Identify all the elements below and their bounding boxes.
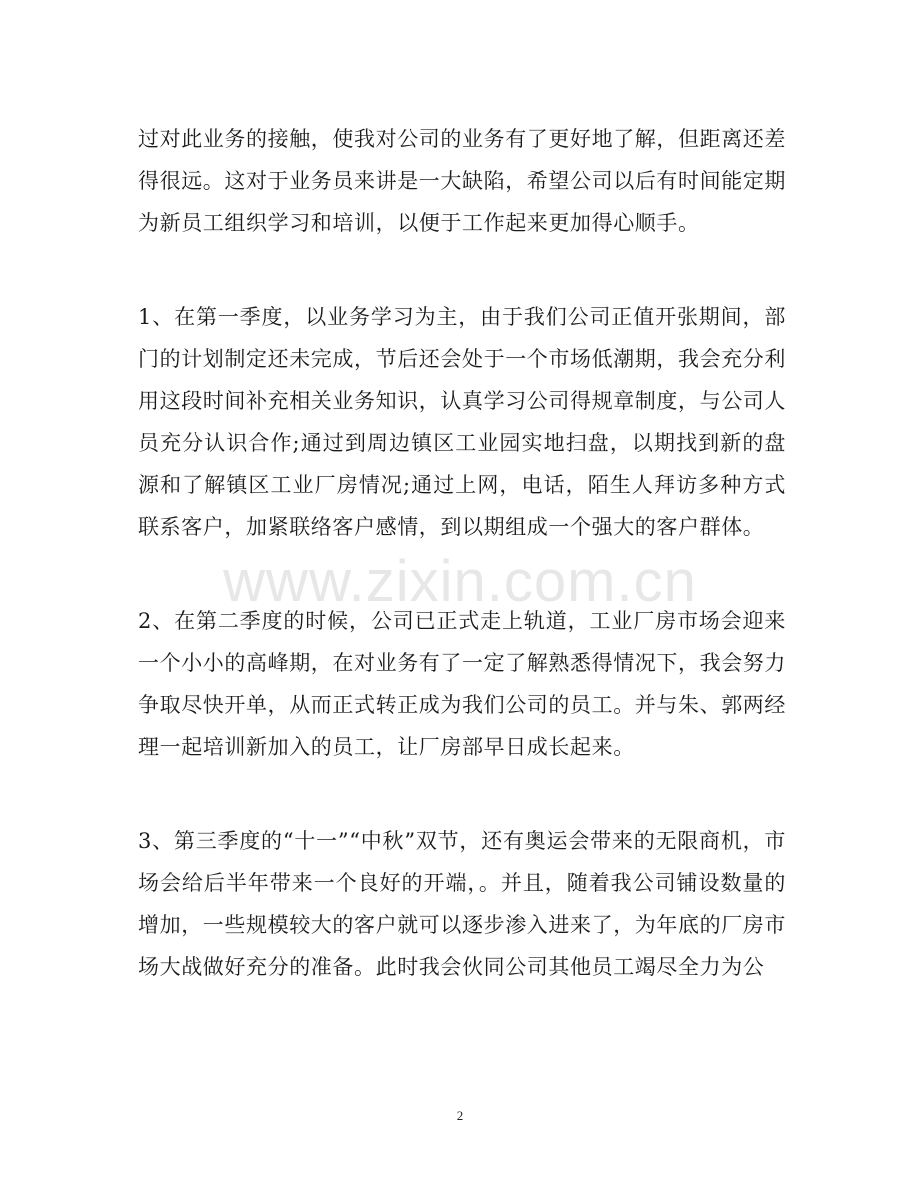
paragraph-q1-plan: 1、在第一季度，以业务学习为主，由于我们公司正值开张期间，部门的计划制定还未完成，节后还会处于一个市场低潮期，我会充分利用这段时间补充相关业务知识，认真学习公司得规章制度，与公司人员充分认识合作;通过到周边镇区工业园实地扫盘，以期找到新的盘源和了解镇区工业厂房情况;通过上网，电话，陌生人拜访多种方式联系客户，加紧联络客户感情，到以期组成一个强大的客户群体。	[138, 305, 786, 539]
paragraph-continuation: 过对此业务的接触，使我对公司的业务有了更好地了解，但距离还差得很远。这对于业务员来讲是一大缺陷，希望公司以后有时间能定期为新员工组织学习和培训，以便于工作起来更加得心顺手。	[138, 127, 786, 235]
page-number: 2	[456, 1108, 464, 1123]
watermark-text: www.zixin.com.cn	[223, 549, 697, 614]
paragraph-q2-plan: 2、在第二季度的时候，公司已正式走上轨道，工业厂房市场会迎来一个小小的高峰期，在对业务有了一定了解熟悉得情况下，我会努力争取尽快开单，从而正式转正成为我们公司的员工。并与朱、郭两经理一起培训新加入的员工，让厂房部早日成长起来。	[138, 609, 786, 759]
paragraph-q3-plan: 3、第三季度的“十一”“中秋”双节，还有奥运会带来的无限商机，市场会给后半年带来一个良好的开端，。并且，随着我公司铺设数量的增加，一些规模较大的客户就可以逐步渗入进来了，为年底的厂房市场大战做好充分的准备。此时我会伙同公司其他员工竭尽全力为公	[138, 829, 786, 979]
document-body	[138, 118, 786, 988]
